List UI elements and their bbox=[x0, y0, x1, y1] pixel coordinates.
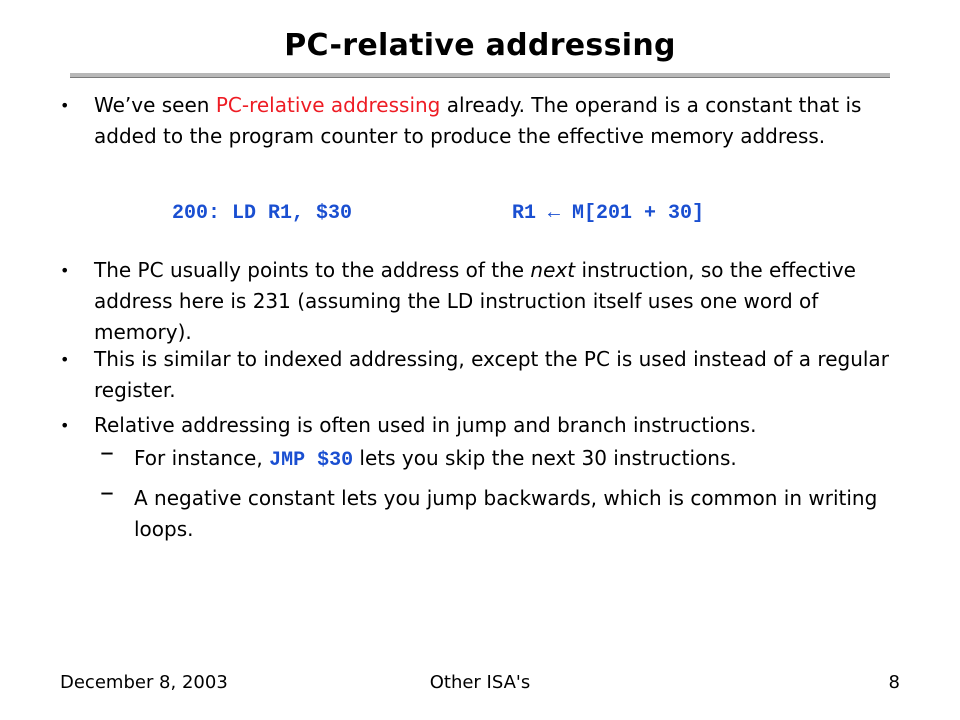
bullet-3-text: This is similar to indexed addressing, except the PC is used instead of a regular register. bbox=[94, 347, 889, 402]
sub-bullet-1-text: For instance, JMP $30 lets you skip the next 30 instructions. bbox=[134, 446, 737, 472]
bullet-1-text: We’ve seen PC-relative addressing already. The operand is a constant that is added to the program counter to produce the effective memory address. bbox=[94, 93, 862, 148]
footer-title: Other ISA's bbox=[429, 672, 531, 693]
title-divider bbox=[70, 73, 890, 78]
bullet-marker: • bbox=[60, 261, 70, 280]
bullet-2-text: The PC usually points to the address of the next instruction, so the effective address here is 231 (assuming the LD instruction itself uses one word of memory). bbox=[94, 258, 856, 344]
highlight-term: PC-relative addressing bbox=[215, 93, 441, 117]
sub-bullet-marker: – bbox=[100, 475, 114, 508]
code-instruction: 200: LD R1, $30 bbox=[172, 202, 353, 225]
emphasis-next: next bbox=[530, 258, 576, 282]
code-jmp: JMP $30 bbox=[269, 449, 354, 472]
slide-title: PC-relative addressing bbox=[284, 28, 676, 63]
sub-bullet-2-text: A negative constant lets you jump backwards, which is common in writing loops. bbox=[134, 486, 878, 541]
footer-date: December 8, 2003 bbox=[60, 672, 228, 693]
code-effect: R1 ← M[201 + 30] bbox=[512, 202, 705, 225]
sub-bullet-marker: – bbox=[100, 435, 114, 468]
page-number: 8 bbox=[888, 672, 900, 693]
bullet-marker: • bbox=[60, 350, 70, 369]
bullet-marker: • bbox=[60, 416, 70, 435]
bullet-marker: • bbox=[60, 96, 70, 115]
bullet-4-text: Relative addressing is often used in jump and branch instructions. bbox=[94, 413, 757, 437]
